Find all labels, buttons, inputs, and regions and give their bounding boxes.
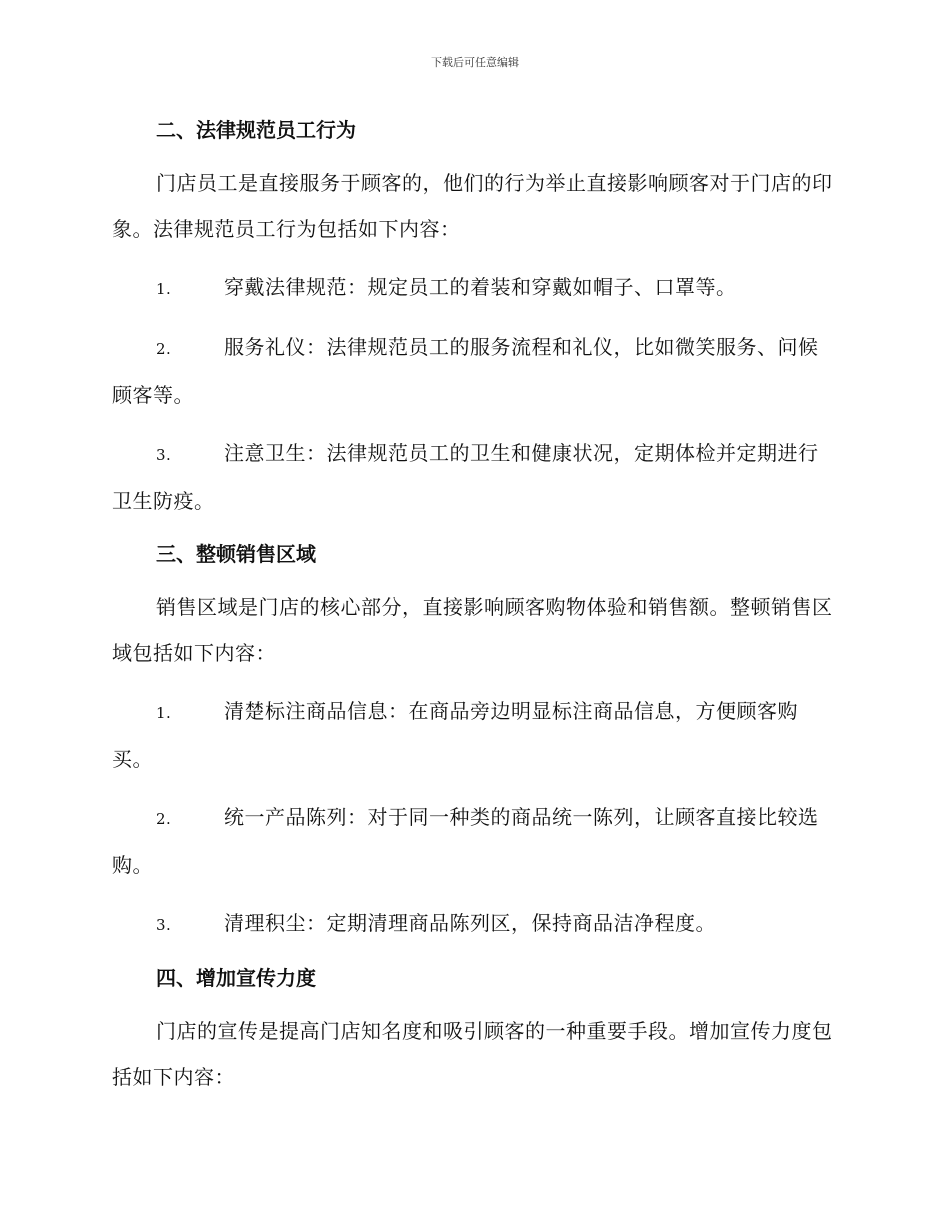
section-heading: 三、整顿销售区域 — [156, 542, 316, 566]
list-item — [112, 688, 834, 782]
list-item-text: 清理积尘：定期清理商品陈列区，保持商品洁净程度。 — [224, 911, 716, 935]
section-heading: 二、法律规范员工行为 — [156, 118, 356, 142]
section — [112, 960, 834, 1100]
list-item-text: 穿戴法律规范：规定员工的着装和穿戴如帽子、口罩等。 — [224, 275, 737, 299]
list-item — [112, 794, 834, 888]
list-item-text: 注意卫生：法律规范员工的卫生和健康状况，定期体检并定期进行卫生防疫。 — [112, 441, 819, 513]
page-header: 下载后可任意编辑 — [431, 56, 519, 69]
list-item-number: 2. — [156, 340, 172, 358]
list-item-text: 服务礼仪：法律规范员工的服务流程和礼仪，比如微笑服务、问候顾客等。 — [112, 335, 819, 407]
list-item-number: 3. — [156, 446, 172, 464]
section-heading: 四、增加宣传力度 — [156, 966, 316, 990]
list-item-number: 3. — [156, 916, 172, 934]
list-item — [112, 430, 834, 524]
list-item — [112, 900, 834, 948]
list-item-number: 1. — [156, 704, 172, 722]
list-item — [112, 264, 834, 312]
section — [112, 536, 834, 948]
section — [112, 112, 834, 524]
list-item-text: 清楚标注商品信息：在商品旁边明显标注商品信息，方便顾客购买。 — [112, 699, 798, 771]
list-item-number: 1. — [156, 280, 172, 298]
list-item-number: 2. — [156, 810, 172, 828]
section-intro: 销售区域是门店的核心部分，直接影响顾客购物体验和销售额。整顿销售区域包括如下内容： — [112, 595, 833, 665]
list-item — [112, 324, 834, 418]
section-intro: 门店员工是直接服务于顾客的，他们的行为举止直接影响顾客对于门店的印象。法律规范员工行为包括如下内容： — [112, 171, 833, 241]
document-body — [112, 112, 834, 1100]
section-intro: 门店的宣传是提高门店知名度和吸引顾客的一种重要手段。增加宣传力度包括如下内容： — [112, 1019, 833, 1089]
list-item-text: 统一产品陈列：对于同一种类的商品统一陈列，让顾客直接比较选购。 — [112, 805, 819, 877]
